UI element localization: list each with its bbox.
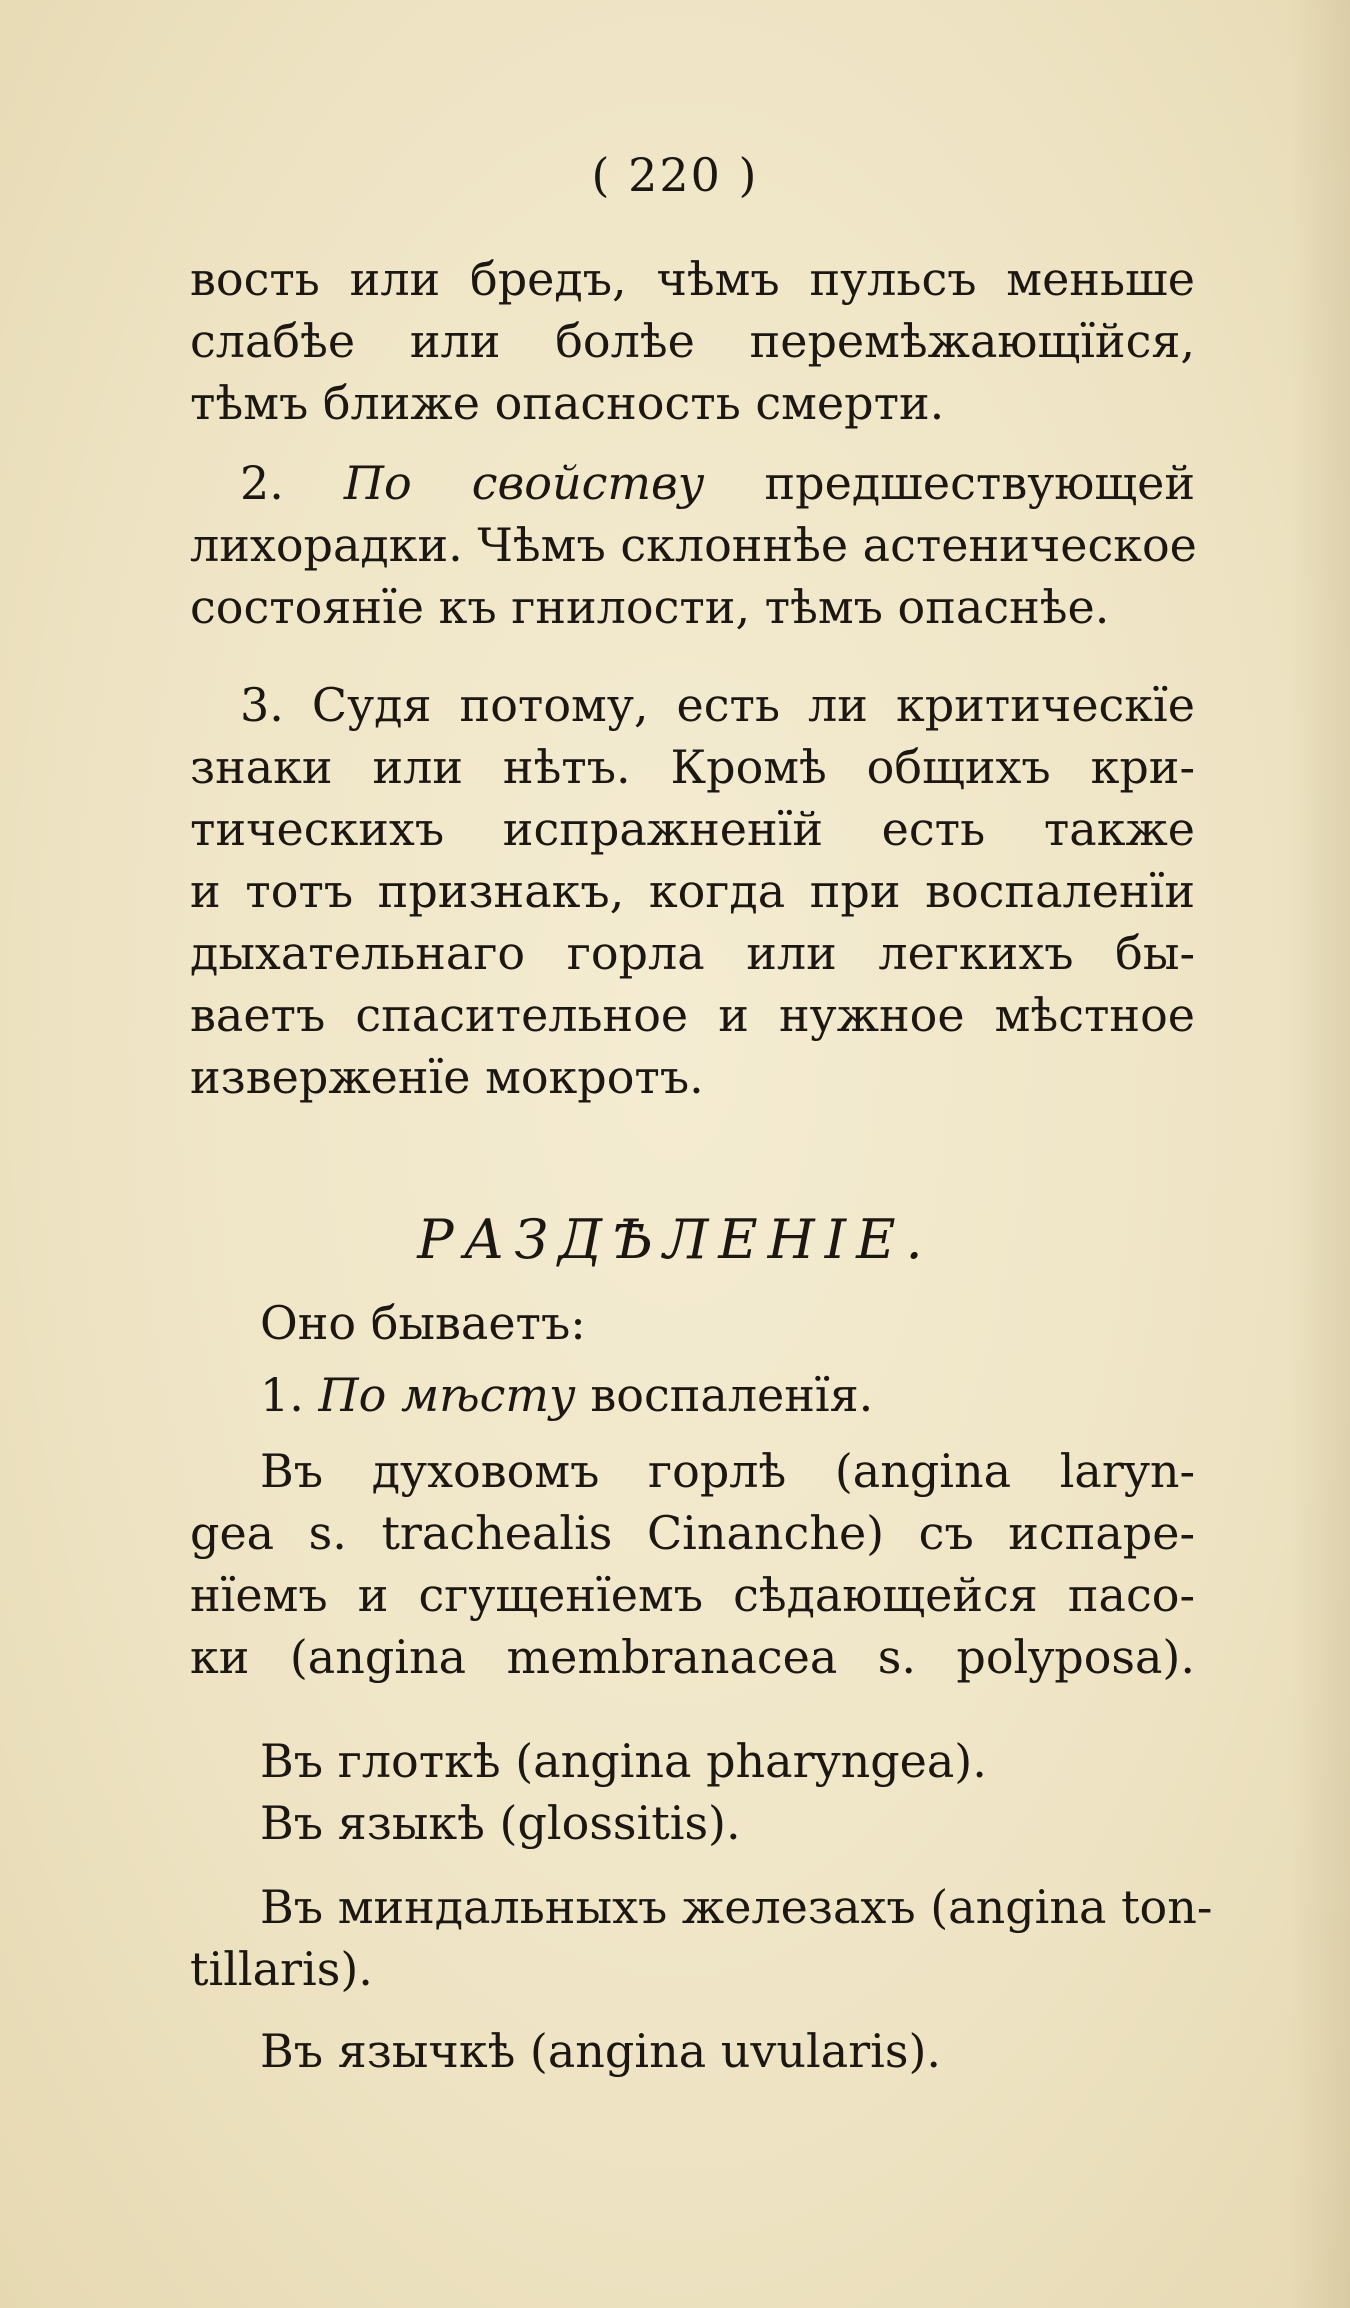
- text-line: Въ язычкѣ (angina uvularis).: [260, 2024, 942, 2078]
- text-line: и тотъ признакъ, когда при воспаленїи: [190, 864, 1195, 918]
- text-line: лихорадки. Чѣмъ склоннѣе астеническое: [190, 518, 1197, 572]
- text-line: Въ духовомъ горлѣ (angina laryn-: [260, 1444, 1195, 1498]
- text-line: вость или бредъ, чѣмъ пульсъ меньше: [190, 252, 1195, 306]
- text-line: состоянїе къ гнилости, тѣмъ опаснѣе.: [190, 580, 1110, 634]
- text-line: Въ миндальныхъ железахъ (angina ton-: [260, 1880, 1213, 1934]
- text-line: тическихъ испражненїй есть также: [190, 802, 1195, 856]
- paragraph-tonsils: [190, 1876, 1213, 2000]
- item-number: 2.: [240, 456, 284, 510]
- text-line: [190, 452, 1195, 514]
- text-line: слабѣе или болѣе перемѣжающїйся,: [190, 314, 1195, 368]
- text-line: 3. Судя потому, есть ли критическїе: [240, 678, 1195, 732]
- text-line: тѣмъ ближе опасность смерти.: [190, 376, 945, 430]
- text-line: дыхательнаго горла или легкихъ бы-: [190, 926, 1195, 980]
- text-line: изверженїе мокротъ.: [190, 1050, 704, 1104]
- text-line: tillaris).: [190, 1942, 373, 1996]
- emphasis-text: По мѣсту: [318, 1368, 576, 1422]
- text-line: Оно бываетъ:: [260, 1296, 586, 1350]
- paragraph-larynx: [190, 1440, 1195, 1688]
- text-line: ки (angina membranacea s. polyposa).: [190, 1630, 1195, 1684]
- text-line: знаки или нѣтъ. Кромѣ общихъ кри-: [190, 740, 1195, 794]
- text-line: Въ глоткѣ (angina pharyngea).: [260, 1734, 987, 1788]
- paragraph-3: [190, 674, 1195, 1108]
- paragraph-continuation: [190, 248, 1195, 434]
- emphasis-text: По свойству: [343, 456, 705, 510]
- text-line: ваетъ спасительное и нужное мѣстное: [190, 988, 1195, 1042]
- text-line: [190, 1364, 1195, 1426]
- text-line: нїемъ и сгущенїемъ сѣдающейся пасо-: [190, 1568, 1195, 1622]
- text-fragment: предшествующей: [764, 456, 1195, 510]
- text-fragment: воспаленїя.: [590, 1368, 874, 1422]
- section-heading: РАЗДѢЛЕНIЕ.: [417, 1208, 933, 1271]
- item-number: 1.: [260, 1368, 304, 1422]
- text-line: gea s. trachealis Cinanche) съ испаре-: [190, 1506, 1195, 1560]
- paragraph-pharynx: [190, 1730, 1195, 1854]
- page-edge-shadow: [1290, 0, 1350, 2308]
- paragraph-2: [190, 452, 1195, 638]
- division-list: [190, 1292, 1195, 1426]
- text-line: Въ языкѣ (glossitis).: [260, 1796, 741, 1850]
- page-number: ( 220 ): [591, 148, 759, 202]
- paragraph-uvula: [190, 2020, 1195, 2082]
